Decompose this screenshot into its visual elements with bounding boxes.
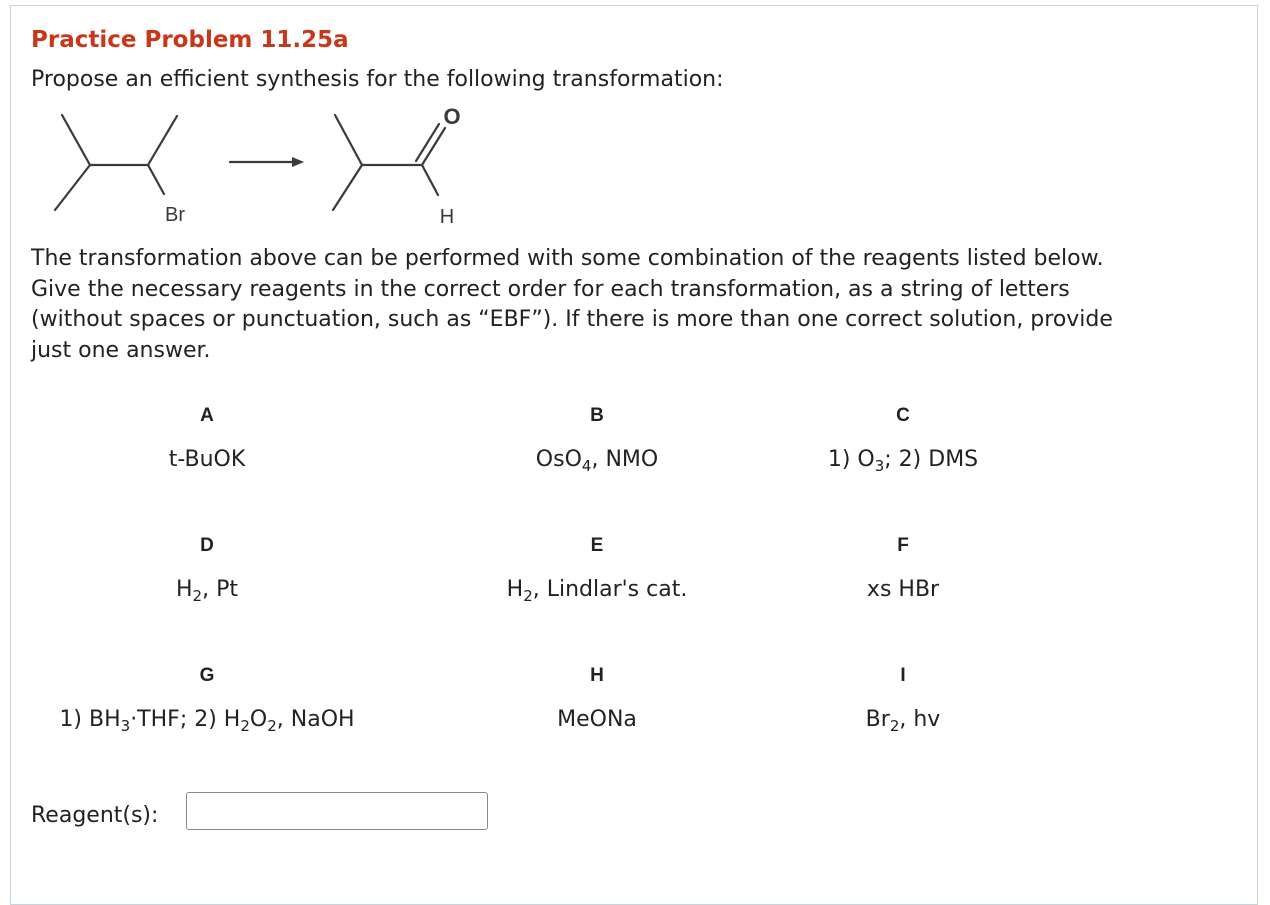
formula-subscript: 3 bbox=[874, 457, 885, 475]
product-skeleton bbox=[333, 115, 362, 210]
reactant-skeleton bbox=[55, 115, 90, 210]
instructions bbox=[31, 244, 1241, 366]
reagent-formula bbox=[7, 445, 407, 475]
formula-subscript: 2 bbox=[240, 717, 250, 735]
reagent-formula bbox=[703, 575, 1103, 605]
formula-text: OsO bbox=[535, 447, 582, 472]
reagent-letter: I bbox=[900, 665, 906, 686]
formula-text: MeONa bbox=[557, 707, 637, 732]
reagents-answer-label: Reagent(s): bbox=[31, 803, 159, 828]
reagent-formula bbox=[7, 575, 407, 605]
formula-text: Br bbox=[865, 707, 890, 732]
formula-text: t-BuOK bbox=[168, 447, 246, 472]
reagent-letter: C bbox=[896, 405, 910, 426]
product-oxygen-label: O bbox=[443, 104, 461, 129]
reactant-br-label: Br bbox=[165, 204, 185, 226]
instructions-line-2: Give the necessary reagents in the correct order for each transformation, as a string of letters bbox=[31, 276, 1070, 302]
instructions-line-4: just one answer. bbox=[31, 337, 211, 363]
reagent-option-c bbox=[703, 401, 1103, 475]
problem-title: Practice Problem 11.25a bbox=[31, 27, 349, 53]
reactant-chain bbox=[90, 116, 177, 165]
formula-text: xs HBr bbox=[866, 577, 940, 602]
reagent-formula bbox=[703, 445, 1103, 475]
reagents-answer-input[interactable] bbox=[186, 792, 488, 830]
formula-subscript: 2 bbox=[192, 587, 203, 605]
formula-text: O bbox=[249, 707, 268, 732]
reagent-formula bbox=[703, 705, 1103, 735]
product-chain bbox=[362, 165, 438, 195]
formula-text: H bbox=[506, 577, 524, 602]
formula-text: ; 2) DMS bbox=[884, 447, 979, 472]
formula-subscript: 4 bbox=[581, 457, 592, 475]
formula-text: 1) BH bbox=[59, 707, 121, 732]
reagent-formula bbox=[7, 705, 407, 735]
formula-subscript: 2 bbox=[523, 587, 533, 605]
reagent-option-a bbox=[7, 401, 407, 475]
formula-text: , Lindlar's cat. bbox=[532, 577, 688, 602]
reaction-scheme bbox=[40, 100, 490, 235]
formula-subscript: 2 bbox=[889, 717, 900, 735]
reaction-arrow-head bbox=[292, 157, 304, 167]
formula-subscript: 3 bbox=[120, 717, 131, 735]
reagent-option-g bbox=[7, 661, 407, 735]
reagent-letter: A bbox=[200, 405, 214, 426]
reagent-letter: D bbox=[200, 535, 214, 556]
formula-subscript: 2 bbox=[267, 717, 277, 735]
problem-prompt: Propose an efficient synthesis for the following transformation: bbox=[31, 67, 724, 92]
reagent-option-d bbox=[7, 531, 407, 605]
reagent-letter: F bbox=[897, 535, 909, 556]
formula-text: 1) O bbox=[827, 447, 875, 472]
reagent-letter: E bbox=[590, 535, 604, 556]
formula-text: ·THF; 2) H bbox=[130, 707, 241, 732]
reagent-option-i bbox=[703, 661, 1103, 735]
reagent-option-f bbox=[703, 531, 1103, 605]
formula-text: H bbox=[176, 577, 193, 602]
product-hydrogen-label: H bbox=[439, 206, 455, 228]
reagent-letter: G bbox=[199, 665, 215, 686]
instructions-line-3: (without spaces or punctuation, such as “EBF”). If there is more than one correct solution, provide bbox=[31, 307, 1113, 332]
reagent-letter: B bbox=[590, 405, 604, 426]
formula-text: , NMO bbox=[591, 447, 659, 472]
formula-text: , Pt bbox=[202, 577, 238, 602]
reagent-letter: H bbox=[590, 665, 604, 686]
formula-text: , NaOH bbox=[276, 707, 355, 732]
formula-text: , hv bbox=[899, 707, 941, 732]
reactant-c-br-bond bbox=[148, 165, 164, 194]
instructions-line-1: The transformation above can be performed with some combination of the reagents listed below. bbox=[31, 246, 1104, 271]
